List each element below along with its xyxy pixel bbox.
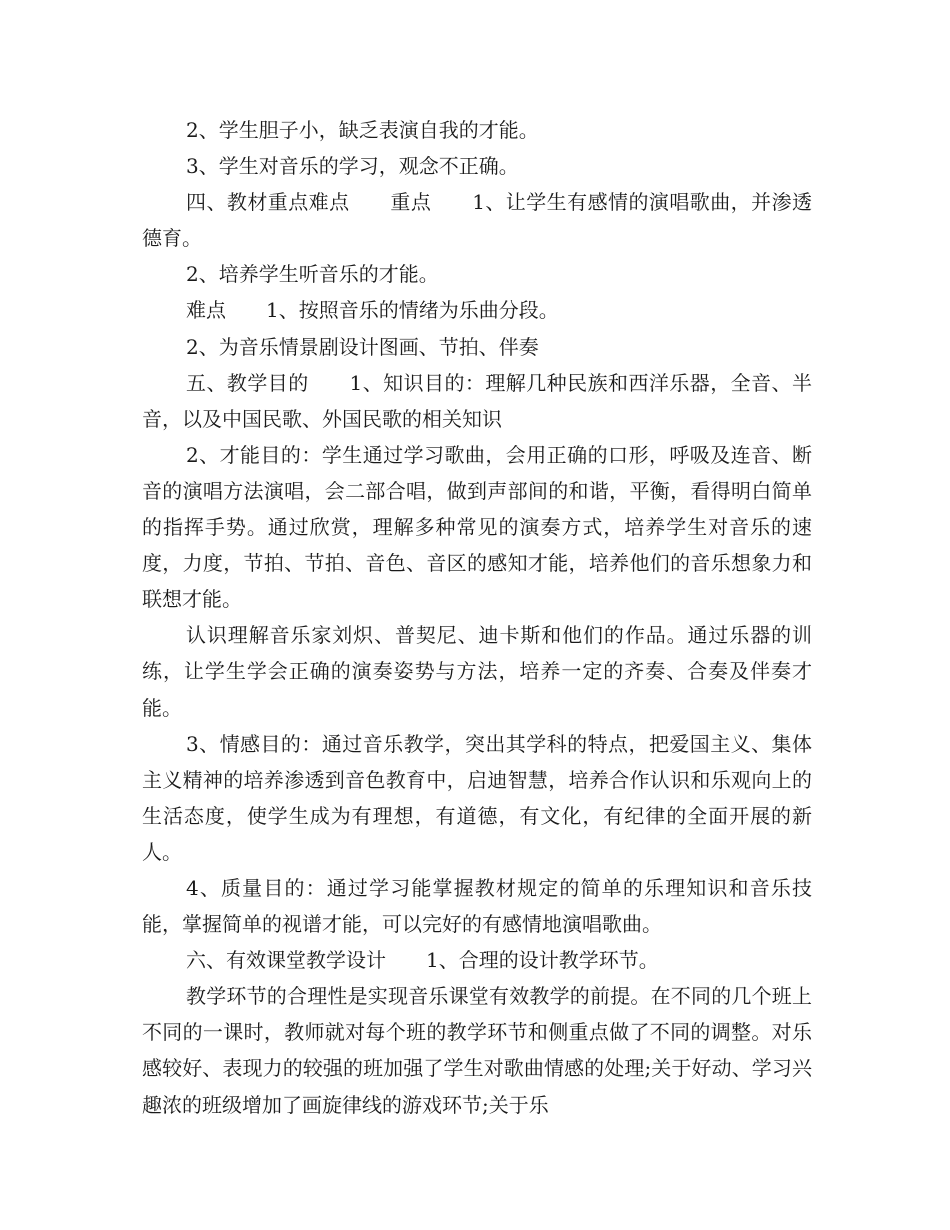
paragraph-7: 五、教学目的 1、知识目的：理解几种民族和西洋乐器，全音、半音，以及中国民歌、外国民歌的相关知识 [142, 370, 812, 431]
paragraph-10: 3、情感目的：通过音乐教学，突出其学科的特点，把爱国主义、集体主义精神的培养渗透到音色教育中，启迪智慧，培养合作认识和乐观向上的生活态度，使学生成为有理想，有道德，有文化，有纪律的全面开展的新人。 [142, 731, 812, 864]
document-body [142, 112, 812, 1123]
paragraph-1: 2、学生胆子小，缺乏表演自我的才能。 [186, 118, 539, 142]
paragraph-2: 3、学生对音乐的学习，观念不正确。 [186, 154, 519, 179]
paragraph-9: 认识理解音乐家刘炽、普契尼、迪卡斯和他们的作品。通过乐器的训练，让学生学会正确的演奏姿势与方法，培养一定的齐奏、合奏及伴奏才能。 [142, 623, 812, 720]
paragraph-4: 2、培养学生听音乐的才能。 [186, 262, 439, 287]
paragraph-3: 四、教材重点难点 重点 1、让学生有感情的演唱歌曲，并渗透德育。 [142, 190, 812, 251]
paragraph-13: 教学环节的合理性是实现音乐课堂有效教学的前提。在不同的几个班上不同的一课时，教师就对每个班的教学环节和侧重点做了不同的调整。对乐感较好、表现力的较强的班加强了学生对歌曲情感的处理;关于好动、学习兴趣浓的班级增加了画旋律线的游戏环节;关于乐 [142, 984, 812, 1117]
paragraph-6: 2、为音乐情景剧设计图画、节拍、伴奏 [186, 334, 539, 359]
paragraph-8: 2、才能目的：学生通过学习歌曲，会用正确的口形，呼吸及连音、断音的演唱方法演唱，会二部合唱，做到声部间的和谐，平衡，看得明白简单的指挥手势。通过欣赏，理解多种常见的演奏方式，培养学生对音乐的速度，力度，节拍、节拍、音色、音区的感知才能，培养他们的音乐想象力和联想才能。 [142, 442, 812, 612]
paragraph-12: 六、有效课堂教学设计 1、合理的设计教学环节。 [186, 948, 659, 973]
paragraph-5: 难点 1、按照音乐的情绪为乐曲分段。 [186, 298, 559, 323]
paragraph-11: 4、质量目的：通过学习能掌握教材规定的简单的乐理知识和音乐技能，掌握简单的视谱才能，可以完好的有感情地演唱歌曲。 [142, 875, 812, 937]
